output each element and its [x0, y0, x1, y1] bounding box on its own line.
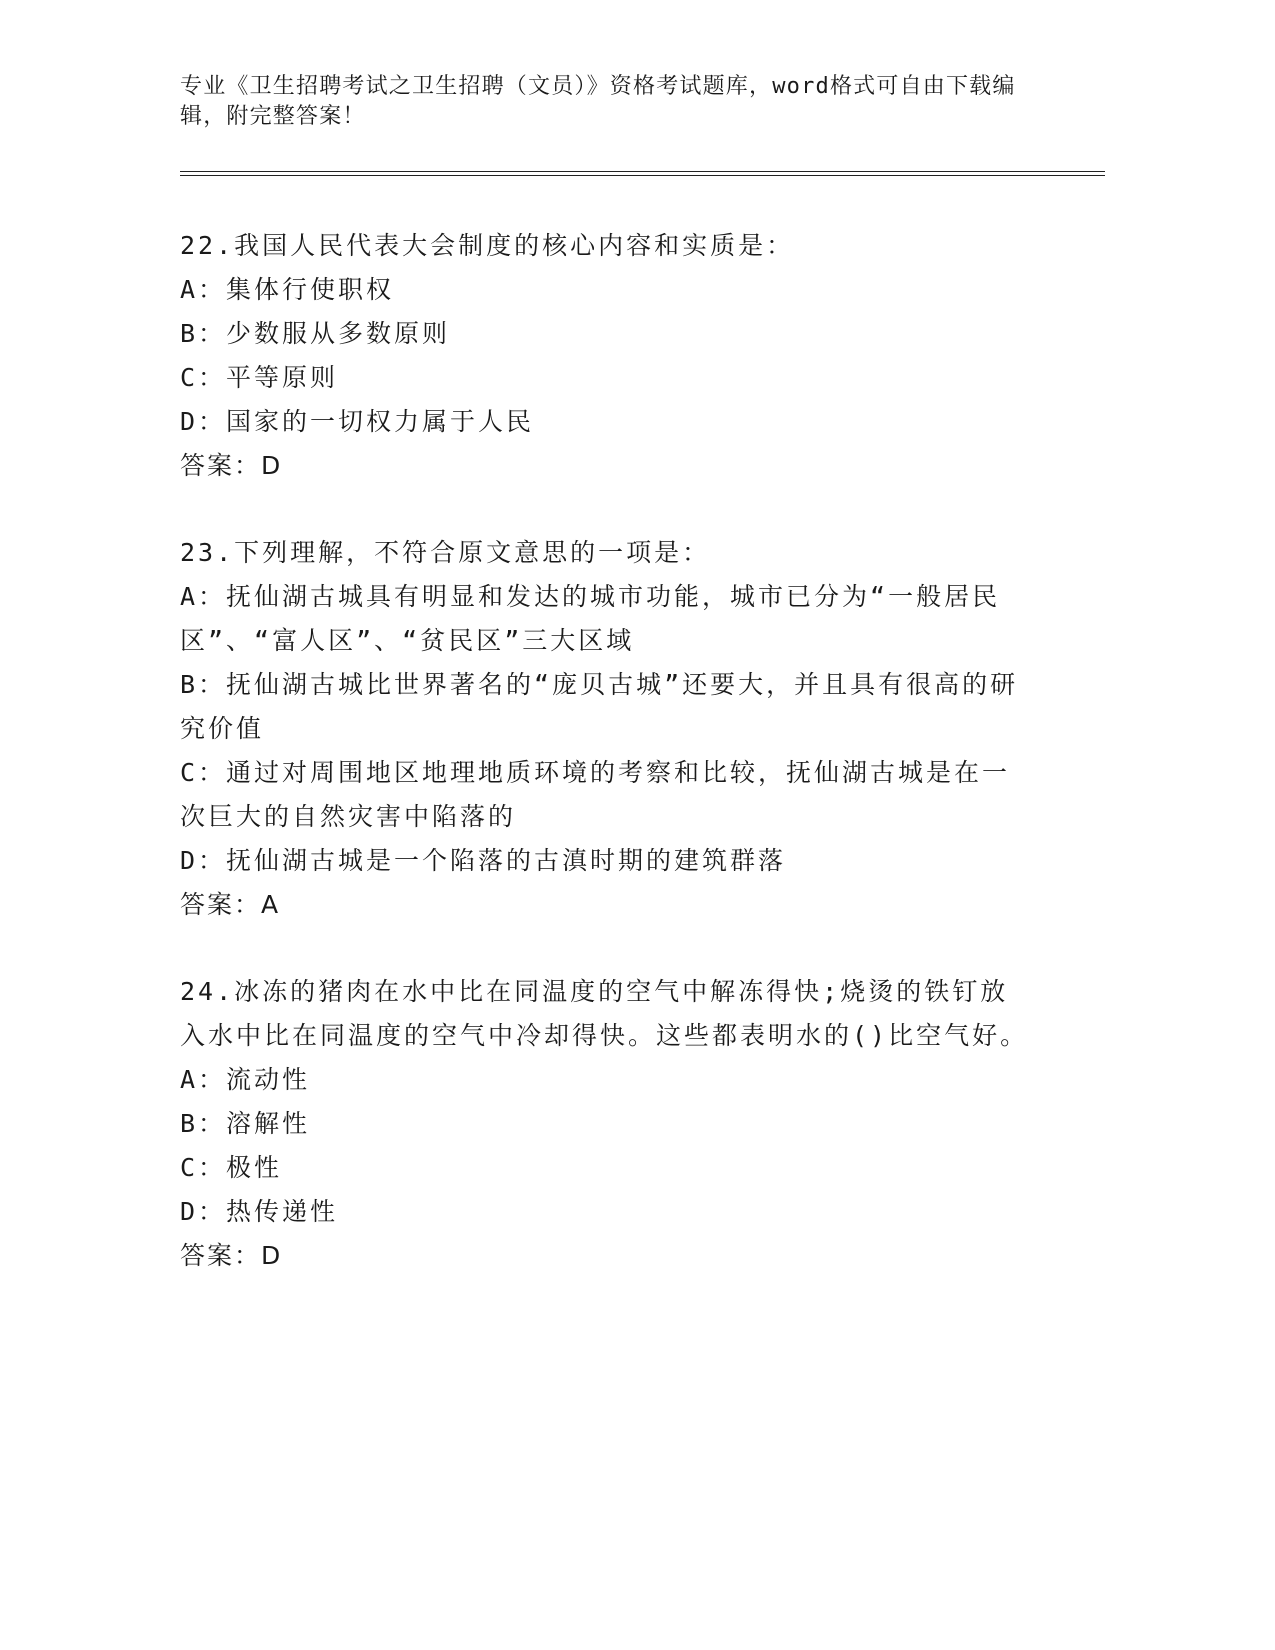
question-list: [180, 224, 1060, 1321]
option-c: C：极性: [180, 1153, 283, 1182]
option-d: D：热传递性: [180, 1197, 339, 1226]
question-22: [180, 224, 1060, 488]
option-a: A：集体行使职权: [180, 275, 395, 304]
question-stem: 24.冰冻的猪肉在水中比在同温度的空气中解冻得快;烧烫的铁钉放入水中比在同温度的空气中冷却得快。这些都表明水的()比空气好。: [180, 977, 1029, 1050]
option-b: B：少数服从多数原则: [180, 319, 451, 348]
option-a: A：流动性: [180, 1065, 311, 1094]
header-divider: [180, 171, 1105, 176]
answer-text: 答案：D: [180, 451, 283, 480]
option-c: C：通过对周围地区地理地质环境的考察和比较，抚仙湖古城是在一次巨大的自然灾害中陷落的: [180, 758, 1011, 831]
answer-text: 答案：D: [180, 1241, 283, 1270]
option-c: C：平等原则: [180, 363, 339, 392]
document-header: 专业《卫生招聘考试之卫生招聘（文员）》资格考试题库，word格式可自由下载编辑，附完整答案！: [180, 74, 1016, 129]
option-a: A：抚仙湖古城具有明显和发达的城市功能，城市已分为“一般居民区”、“富人区”、“贫民区”三大区域: [180, 582, 1001, 655]
question-24: [180, 970, 1060, 1278]
option-d: D：国家的一切权力属于人民: [180, 407, 535, 436]
question-stem: 22.我国人民代表大会制度的核心内容和实质是：: [180, 231, 795, 260]
option-b: B：抚仙湖古城比世界著名的“庞贝古城”还要大，并且具有很高的研究价值: [180, 670, 1019, 743]
option-d: D：抚仙湖古城是一个陷落的古滇时期的建筑群落: [180, 846, 787, 875]
question-stem: 23.下列理解，不符合原文意思的一项是：: [180, 538, 711, 567]
answer-text: 答案：A: [180, 890, 281, 919]
option-b: B：溶解性: [180, 1109, 311, 1138]
question-23: [180, 531, 1060, 927]
